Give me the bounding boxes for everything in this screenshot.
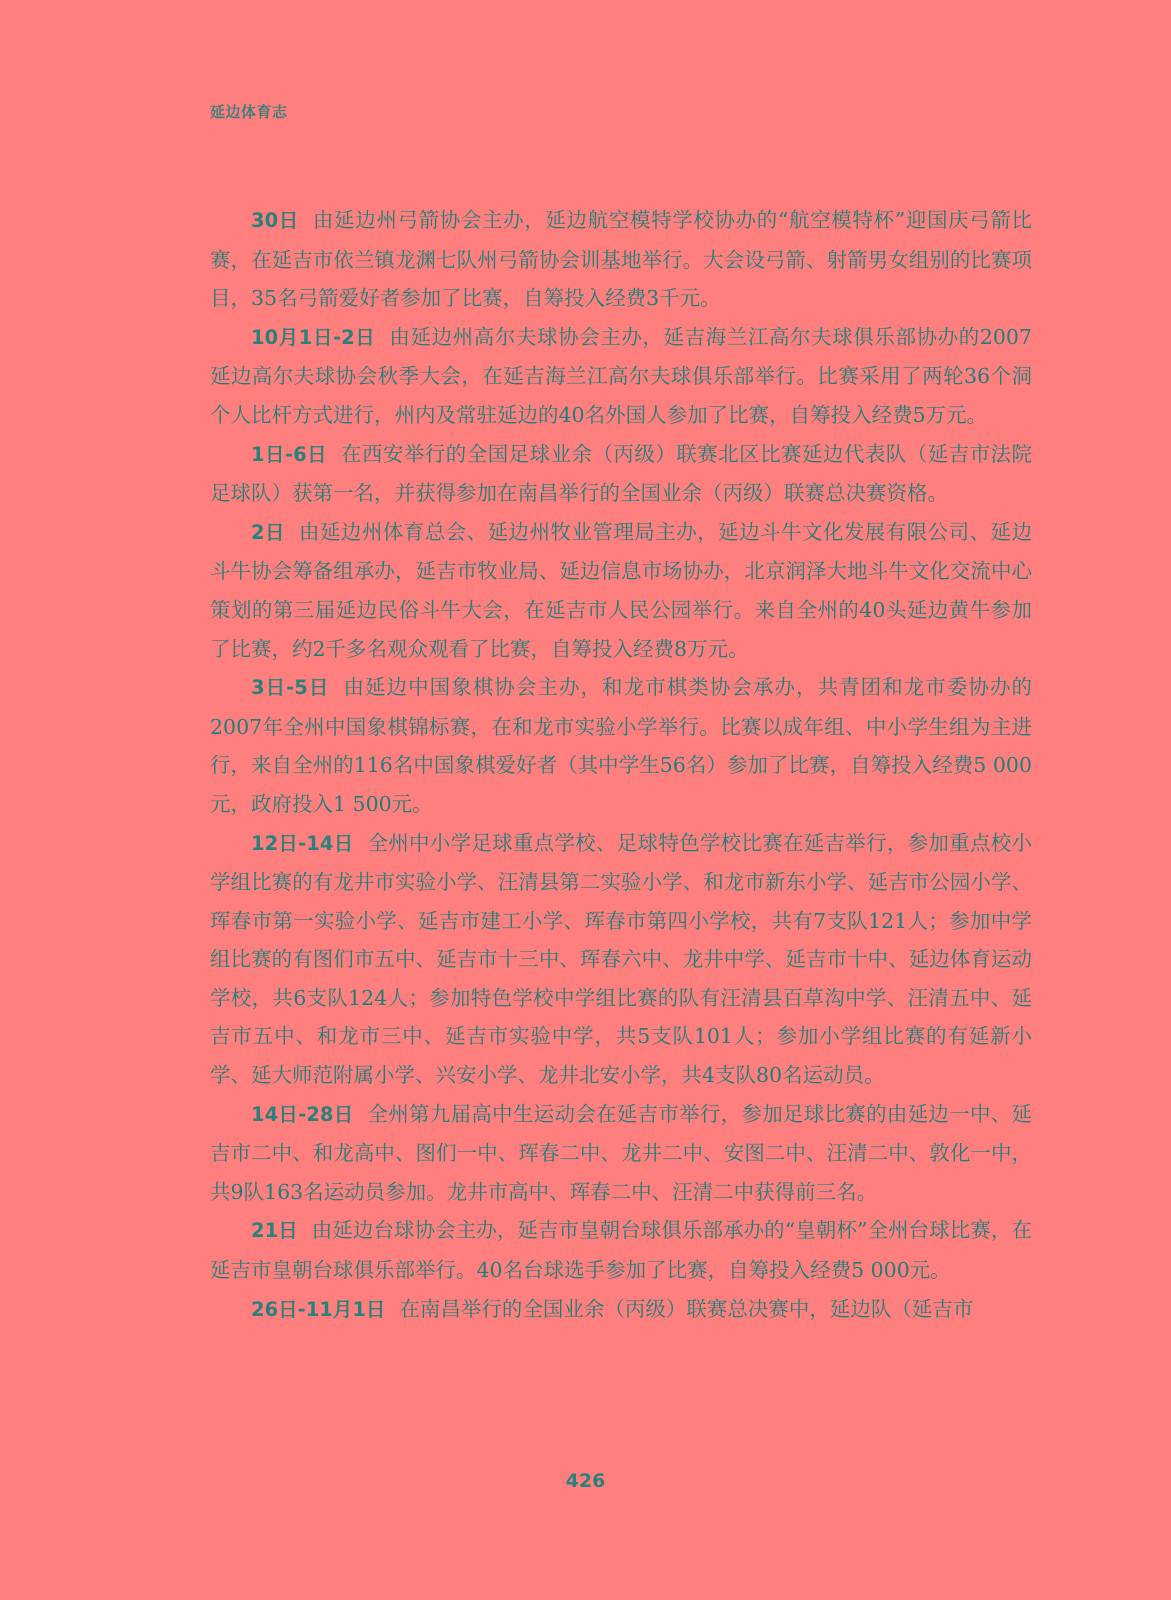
entry-text: 在西安举行的全国足球业余（丙级）联赛北区比赛延边代表队（延吉市法院足球队）获第一名，并获得参加在南昌举行的全国业余（丙级）联赛总决赛资格。 (210, 441, 1033, 506)
entry-date: 2日 (251, 520, 285, 544)
chronicle-entry (210, 1095, 1032, 1212)
chronicle-entry (210, 513, 1032, 668)
chronicle-entry (210, 201, 1032, 318)
chronicle-entry (210, 435, 1032, 513)
entry-date: 12日-14日 (251, 831, 354, 855)
entry-text: 由延边州体育总会、延边州牧业管理局主办，延边斗牛文化发展有限公司、延边斗牛协会筹备组承办，延吉市牧业局、延边信息市场协办，北京润泽大地斗牛文化交流中心策划的第三届延边民俗斗牛大会，在延吉市人民公园举行。来自全州的40头延边黄牛参加了比赛，约2千多名观众观看了比赛，自筹投入经费8万元。 (210, 519, 1032, 661)
entry-text: 全州第九届高中生运动会在延吉市举行，参加足球比赛的由延边一中、延吉市二中、和龙高中、图们一中、珲春二中、龙井二中、安图二中、汪清二中、敦化一中，共9队163名运动员参加。龙井市高中、珲春二中、汪清二中获得前三名。 (210, 1101, 1032, 1204)
chronicle-entry (210, 318, 1032, 435)
entry-text: 由延边州高尔夫球协会主办，延吉海兰江高尔夫球俱乐部协办的2007延边高尔夫球协会秋季大会，在延吉海兰江高尔夫球俱乐部举行。比赛采用了两轮36个洞个人比杆方式进行，州内及常驻延边的40名外国人参加了比赛，自筹投入经费5万元。 (210, 324, 1032, 427)
entry-text: 由延边台球协会主办，延吉市皇朝台球俱乐部承办的“皇朝杯”全州台球比赛，在延吉市皇朝台球俱乐部举行。40名台球选手参加了比赛，自筹投入经费5 000元。 (210, 1218, 1032, 1283)
entry-text: 在南昌举行的全国业余（丙级）联赛总决赛中，延边队（延吉市 (399, 1296, 974, 1321)
entry-date: 26日-11月1日 (251, 1297, 386, 1321)
chronicle-entry (210, 1211, 1032, 1289)
entry-text: 由延边州弓箭协会主办，延边航空模特学校协办的“航空模特杯”迎国庆弓箭比赛，在延吉市依兰镇龙渊七队州弓箭协会训基地举行。大会设弓箭、射箭男女组别的比赛项目，35名弓箭爱好者参加了比赛，自筹投入经费3千元。 (210, 208, 1032, 311)
entry-date: 1日-6日 (251, 442, 328, 466)
entry-date: 3日-5日 (251, 676, 330, 700)
document-body (210, 201, 1032, 1329)
running-header: 延边体育志 (210, 103, 288, 121)
entry-date: 10月1日-2日 (251, 325, 376, 349)
chronicle-entry (210, 668, 1032, 823)
entry-text: 由延边中国象棋协会主办，和龙市棋类协会承办，共青团和龙市委协办的2007年全州中国象棋锦标赛，在和龙市实验小学举行。比赛以成年组、中小学生组为主进行，来自全州的116名中国象棋爱好者（其中学生56名）参加了比赛，自筹投入经费5 000元，政府投入1 500元。 (210, 675, 1032, 816)
chronicle-entry (210, 824, 1032, 1095)
page-number: 426 (565, 1470, 606, 1492)
entry-date: 14日-28日 (251, 1102, 354, 1126)
entry-date: 30日 (251, 209, 299, 232)
entry-date: 21日 (251, 1219, 298, 1243)
chronicle-entry (210, 1290, 1032, 1330)
entry-text: 全州中小学足球重点学校、足球特色学校比赛在延吉举行，参加重点校小学组比赛的有龙井市实验小学、汪清县第二实验小学、和龙市新东小学、延吉市公园小学、珲春市第一实验小学、延吉市建工小学、珲春市第四小学校，共有7支队121人；参加中学组比赛的有图们市五中、延吉市十三中、珲春六中、龙井中学、延吉市十中、延边体育运动学校，共6支队124人；参加特色学校中学组比赛的队有汪清县百草沟中学、汪清五中、延吉市五中、和龙市三中、延吉市实验中学，共5支队101人；参加小学组比赛的有延新小学、延大师范附属小学、兴安小学、龙井北安小学，共4支队80名运动员。 (210, 830, 1032, 1088)
